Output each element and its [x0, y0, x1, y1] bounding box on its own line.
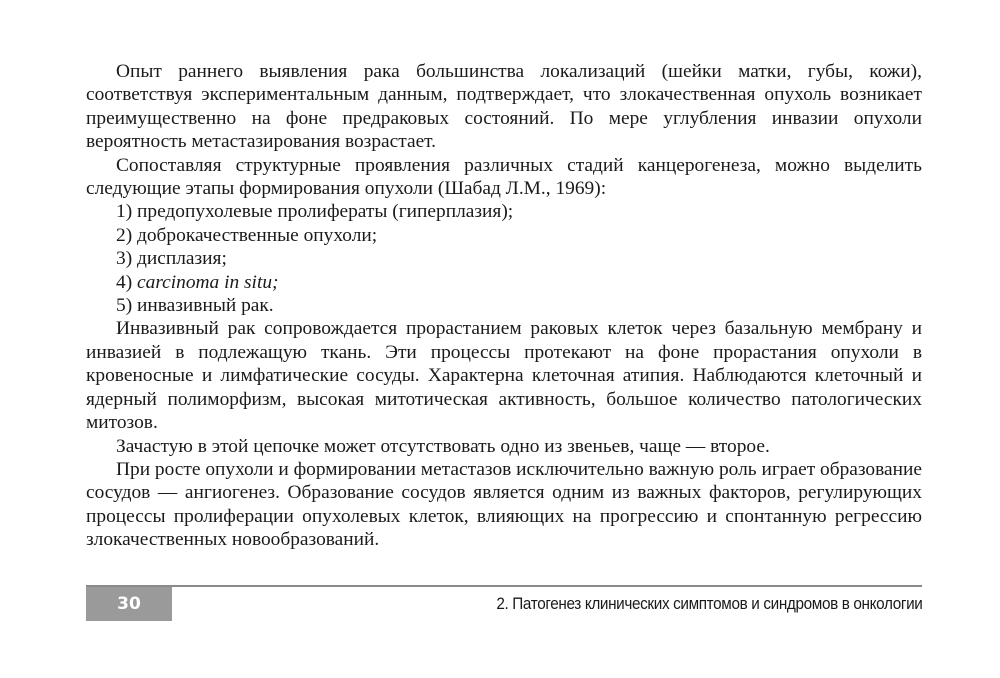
stages-list	[86, 200, 922, 317]
list-item: 1) предопухолевые пролифераты (гиперплазия);	[116, 201, 514, 223]
list-item: 3) дисплазия;	[116, 248, 227, 270]
running-title: 2. Патогенез клинических симптомов и синдромов в онкологии	[495, 594, 922, 613]
paragraph-invasive-cancer: Инвазивный рак сопровождается прорастанием раковых клеток через базальную мембрану и инвазией в подлежащую ткань. Эти процессы протекают на фоне прорастания опухоли в кровеносные и лимфатические сосуды. Характерна клеточная атипия. Наблюдаются клеточный и ядерный полиморфизм, высокая митотическая активность, большое количество патологических митозов.	[86, 318, 922, 434]
paragraph-angiogenesis: При росте опухоли и формировании метастазов исключительно важную роль играет образование сосудов — ангиогенез. Образование сосудов является одним из важных факторов, регулирующих процессы пролиферации опухолевых клеток, влияющих на прогрессию и спонтанную регрессию злокачественных новообразований.	[86, 458, 922, 551]
page-body	[86, 60, 922, 552]
list-item-italic-term: carcinoma in situ;	[137, 271, 279, 293]
paragraph-early-detection: Опыт раннего выявления рака большинства локализаций (шейки матки, губы, кожи), соответствуя экспериментальным данным, подтверждает, что злокачественная опухоль возникает преимущественно на фоне предраковых состояний. По мере углубления инвазии опухоли вероятность метастазирования возрастает.	[86, 61, 922, 153]
paragraph-chain-note: Зачастую в этой цепочке может отсутствовать одно из звеньев, чаще — второе.	[116, 435, 770, 457]
list-item: 5) инвазивный рак.	[116, 295, 274, 317]
list-item-prefix: 4)	[116, 271, 138, 293]
paragraph-stages-intro: Сопоставляя структурные проявления различных стадий канцерогенеза, можно выделить следующие этапы формирования опухоли (Шабад Л.М., 1969):	[86, 154, 922, 200]
footer-divider	[86, 585, 922, 587]
list-item: 2) доброкачественные опухоли;	[116, 224, 378, 246]
page-number: 30	[86, 587, 172, 621]
list-item	[86, 271, 922, 294]
